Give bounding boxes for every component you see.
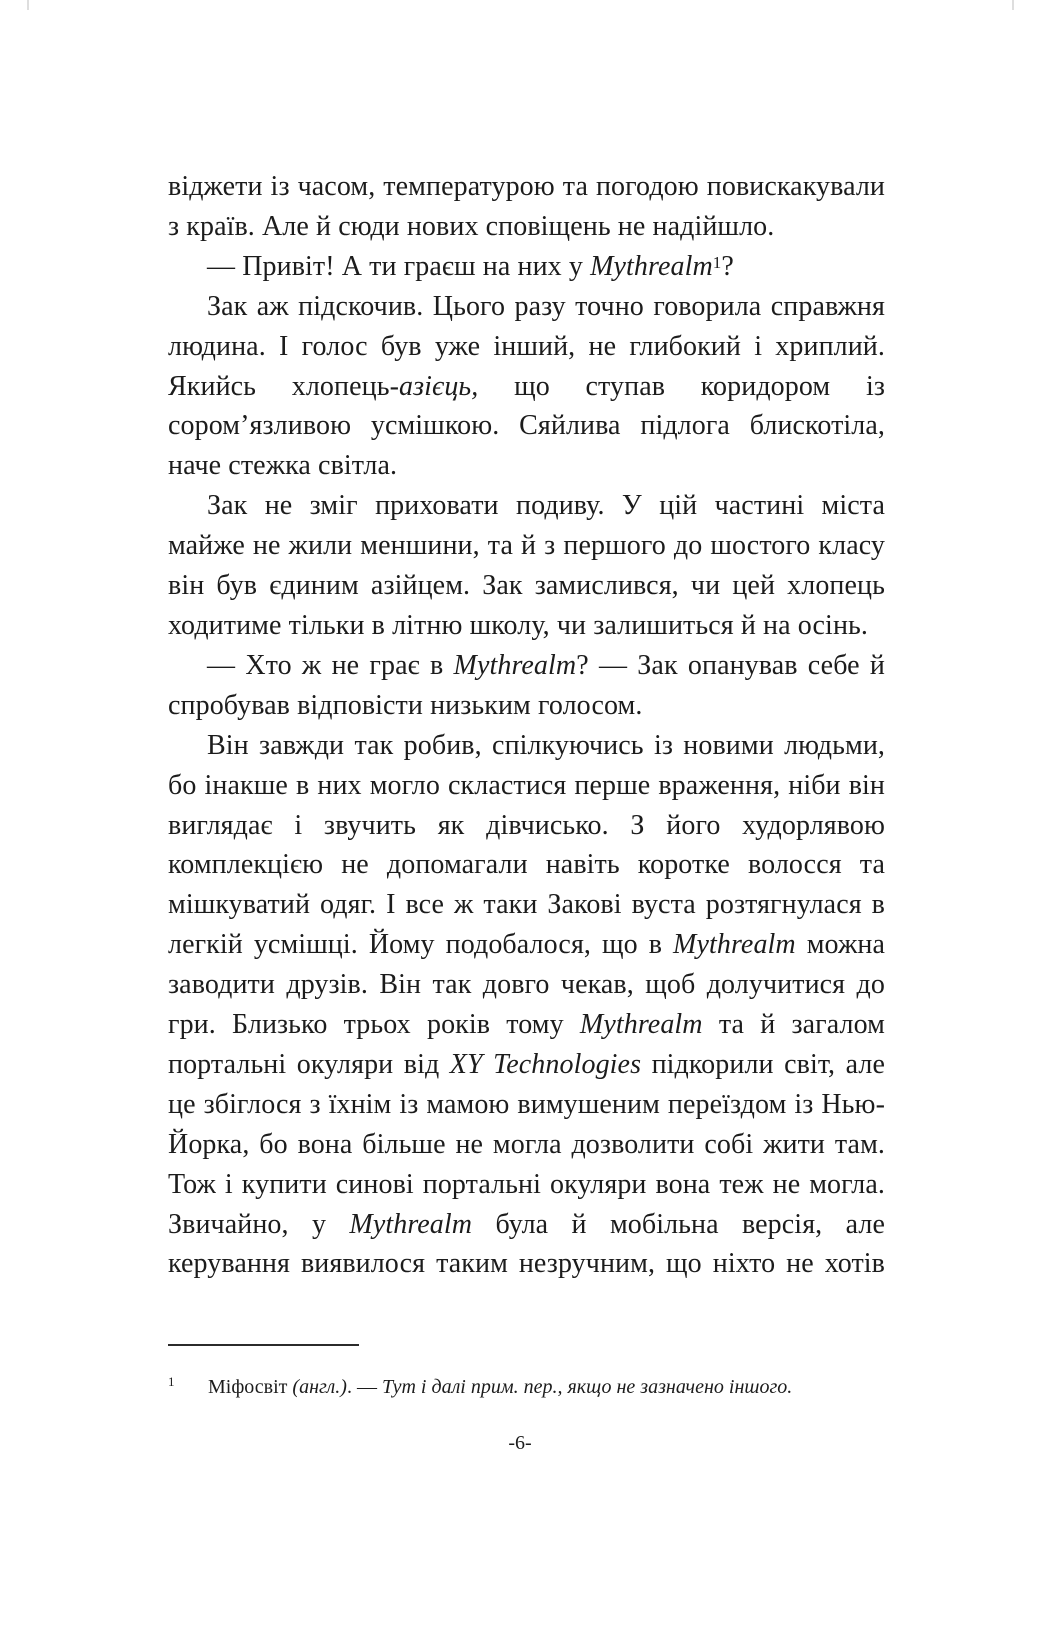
text-run: — Хто ж не грає в [207, 649, 454, 681]
text-run: Він завжди так робив, спілкуючись із новими людьми, бо інакше в них могло скластися перше враження, ніби він виглядає і звучить як дівчисько. З його худорлявою комплекцією не допомагали навіть коротке волосся та мішкуватий одяг. І все ж таки Закові вуста розтягнулася в легкій усмішці. Йому подобалося, що в [168, 729, 885, 961]
text-run: була й мобільна версія, але керування виявилося таким незручним, що ніхто не хотів [168, 1208, 885, 1280]
text-run: Міфосвіт [208, 1376, 293, 1398]
text-run: віджети із часом, температурою та погодою повискакували з країв. Але й сюди нових сповіщень не надійшло. [168, 171, 885, 242]
text-run: XY Technologies [449, 1048, 642, 1080]
text-run: — Привіт! А ти граєш на них у [207, 250, 591, 282]
text-run: Зак не зміг приховати подиву. У цій частині міста майже не жили меншини, та й з першого до шостого класу він був єдиним азійцем. Зак замислився, чи цей хлопець ходитиме тільки в літню школу, чи залишиться й на осінь. [168, 490, 885, 641]
footnote-marker: 1 [712, 252, 722, 272]
paragraph [168, 247, 885, 287]
text-run: Mythrealm [673, 929, 796, 961]
text-run: (англ.) [292, 1376, 347, 1398]
paragraph [168, 726, 885, 1285]
paragraph [168, 167, 885, 247]
page-edge-mark-right [1012, 0, 1014, 10]
text-run: Mythrealm [579, 1009, 703, 1041]
text-run: азієць, [399, 370, 479, 402]
paragraph [168, 287, 885, 487]
text-run: . — [346, 1376, 382, 1398]
footnote-separator [168, 1344, 359, 1346]
page-number: -6- [508, 1432, 532, 1454]
text-run: Mythrealm [590, 250, 713, 282]
text-run: Mythrealm [453, 649, 577, 681]
text-run: що ступав коридором із сором’язливою усмішкою. Сяйлива підлога блискотіла, наче стежка світла. [168, 370, 885, 482]
text-run: ? [721, 250, 734, 282]
paragraph [168, 486, 885, 646]
footnote-number: 1 [168, 1374, 175, 1389]
text-run: Mythrealm [349, 1208, 473, 1240]
text-run: Тут і далі прим. пер., якщо не зазначено іншого. [381, 1376, 793, 1398]
text-run: Зак аж підскочив. Цього разу точно говорила справжня людина. І голос був уже інший, не глибокий і хриплий. Якийсь хлопець- [168, 290, 885, 402]
text-run: ? — Зак опанував себе й спробував відповісти низьким голосом. [168, 649, 885, 721]
text-run: можна заводити друзів. Він так довго чекав, щоб долучитися до гри. Близько трьох років тому [168, 929, 885, 1041]
footnote [168, 1368, 885, 1401]
page-edge-mark-left [27, 0, 29, 10]
paragraph [168, 646, 885, 726]
text-run: підкорили світ, але це збіглося з їхнім із мамою вимушеним переїздом із Нью-Йорка, бо вона більше не могла дозволити собі жити там. Тож і купити синові портальні окуляри вона теж не могла. Звичайно, у [168, 1048, 886, 1240]
footnote-text [208, 1376, 792, 1398]
body-text [168, 167, 885, 1284]
text-run: та й загалом портальні окуляри від [168, 1009, 885, 1080]
